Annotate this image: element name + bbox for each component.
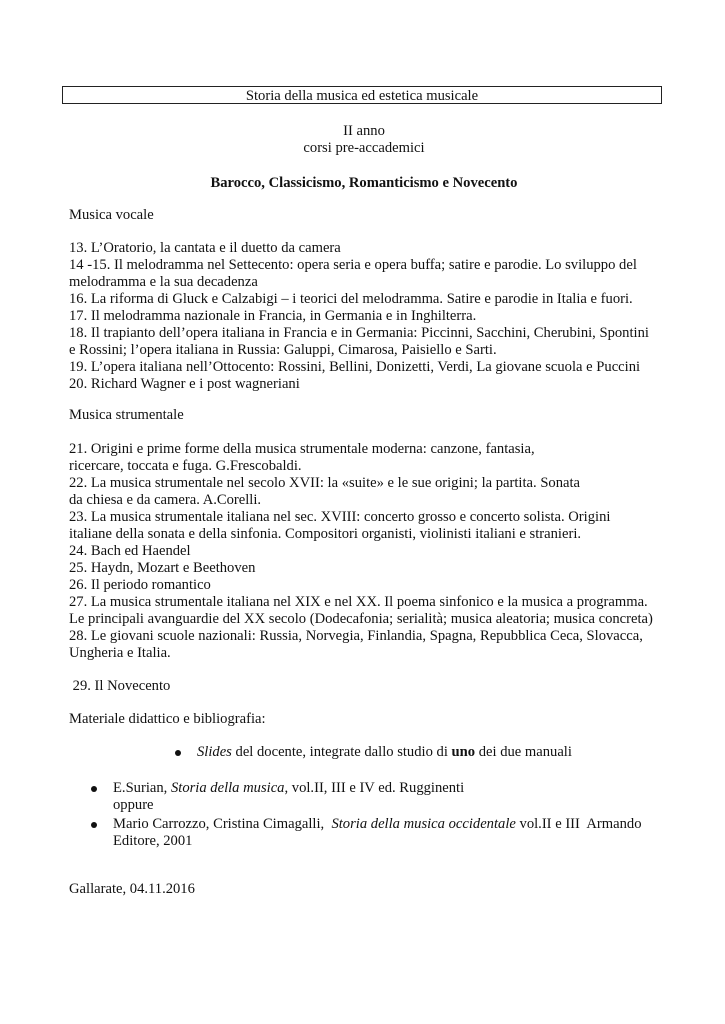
- book1-oppure: oppure: [113, 797, 154, 813]
- slides-bold: uno: [451, 744, 476, 760]
- vocal-list: [69, 240, 659, 393]
- slides-text-2: dei due manuali: [475, 744, 572, 760]
- book2-author: Mario Carrozzo, Cristina Cimagalli,: [113, 816, 332, 832]
- list-item: Le principali avanguardie del XX secolo (Dodecafonia; serialità; musica aleatoria; musica concreta): [69, 611, 653, 627]
- book2-title: Storia della musica occidentale: [331, 816, 516, 832]
- list-item: 25. Haydn, Mozart e Beethoven: [69, 560, 256, 576]
- instrumental-list: [69, 441, 659, 662]
- course-info: [69, 123, 659, 157]
- list-item: 18. Il trapianto dell’opera italiana in Francia e in Germania: Piccinni, Sacchini, Cherubini, Spontini: [69, 325, 649, 341]
- vocal-heading: [69, 207, 659, 224]
- book1-rest: , vol.II, III e IV ed. Rugginenti: [284, 780, 465, 796]
- bullet-icon: [175, 750, 181, 756]
- list-item: melodramma e la sua decadenza: [69, 274, 258, 290]
- document-title-box: [62, 86, 662, 104]
- year-label: II anno: [343, 123, 385, 139]
- document-title: Storia della musica ed estetica musicale: [245, 88, 479, 104]
- list-item: 28. Le giovani scuole nazionali: Russia, Norvegia, Finlandia, Spagna, Repubblica Ceca, Slovacca,: [69, 628, 643, 644]
- list-item: da chiesa e da camera. A.Corelli.: [69, 492, 262, 508]
- book1-citation: [113, 780, 464, 797]
- list-item: 24. Bach ed Haendel: [69, 543, 191, 559]
- footer: [69, 881, 659, 898]
- place-date: Gallarate, 04.11.2016: [69, 881, 195, 897]
- list-item: 27. La musica strumentale italiana nel XIX e nel XX. Il poema sinfonico e la musica a programma.: [69, 594, 648, 610]
- list-item: 20. Richard Wagner e i post wagneriani: [69, 376, 300, 392]
- list-item: Ungheria e Italia.: [69, 645, 171, 661]
- list-item: 16. La riforma di Gluck e Calzabigi – i teorici del melodramma. Satire e parodie in Italia e fuori.: [69, 291, 633, 307]
- list-item: 26. Il periodo romantico: [69, 577, 211, 593]
- section-subtitle: [69, 175, 659, 192]
- vocal-heading-text: Musica vocale: [69, 207, 154, 223]
- novecento-text: 29. Il Novecento: [69, 678, 171, 694]
- book1-author: E.Surian,: [113, 780, 171, 796]
- subtitle-text: Barocco, Classicismo, Romanticismo e Novecento: [210, 175, 518, 191]
- materials-heading: [69, 711, 659, 728]
- book2-rest: vol.II e III Armando: [515, 816, 642, 832]
- bullet-icon: [91, 786, 97, 792]
- course-label: corsi pre-accademici: [303, 140, 425, 156]
- slides-text: [197, 744, 572, 761]
- book2-citation: [113, 816, 642, 833]
- list-item: 19. L’opera italiana nell’Ottocento: Rossini, Bellini, Donizetti, Verdi, La giovane scuola e Puccini: [69, 359, 641, 375]
- list-item: 23. La musica strumentale italiana nel sec. XVIII: concerto grosso e concerto solista. Origini: [69, 509, 611, 525]
- bullet-icon: [91, 822, 97, 828]
- list-item: 14 -15. Il melodramma nel Settecento: opera seria e opera buffa; satire e parodie. Lo sviluppo del: [69, 257, 637, 273]
- book2-publisher: Editore, 2001: [113, 833, 193, 849]
- instrumental-heading: [69, 407, 659, 424]
- list-item: italiane della sonata e della sinfonia. Compositori organisti, violinisti italiani e stranieri.: [69, 526, 582, 542]
- list-item: ricercare, toccata e fuga. G.Frescobaldi.: [69, 458, 302, 474]
- slides-italic: Slides: [197, 744, 232, 760]
- list-item: 22. La musica strumentale nel secolo XVII: la «suite» e le sue origini; la partita. Sonata: [69, 475, 581, 491]
- book1-title: Storia della musica: [170, 780, 285, 796]
- instrumental-heading-text: Musica strumentale: [69, 407, 184, 423]
- list-item: 13. L’Oratorio, la cantata e il duetto da camera: [69, 240, 341, 256]
- novecento-item: [69, 678, 659, 695]
- list-item: e Rossini; l’opera italiana in Russia: Galuppi, Cimarosa, Paisiello e Sarti.: [69, 342, 497, 358]
- list-item: 21. Origini e prime forme della musica strumentale moderna: canzone, fantasia,: [69, 441, 535, 457]
- list-item: 17. Il melodramma nazionale in Francia, in Germania e in Inghilterra.: [69, 308, 477, 324]
- slides-text-1: del docente, integrate dallo studio di: [231, 744, 452, 760]
- materials-heading-text: Materiale didattico e bibliografia:: [69, 711, 266, 727]
